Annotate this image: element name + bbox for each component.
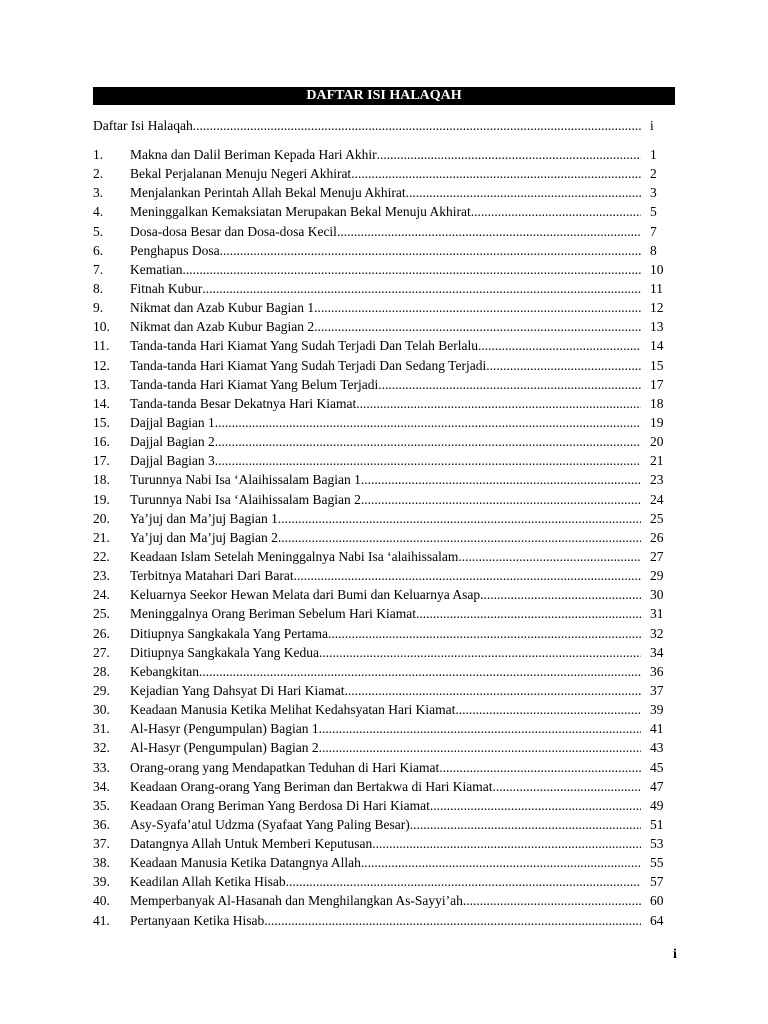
toc-entry-body [130,145,641,164]
dot-leader [286,872,641,891]
toc-entry-title: Ditiupnya Sangkakala Yang Kedua [130,644,319,660]
toc-entry-number: 19. [93,491,110,507]
dot-leader [455,700,641,719]
toc-entry-title: Penghapus Dosa [130,242,220,258]
toc-entry-body [130,298,641,317]
toc-entry-body [130,222,641,241]
toc-entry-page: 7 [650,223,657,239]
toc-entry-title: Meninggalkan Kemaksiatan Merupakan Bekal Menuju Akhirat [130,204,471,220]
dot-leader [337,222,641,241]
dot-leader [439,758,641,777]
toc-entry-page: 31 [650,606,664,622]
toc-entry-number: 28. [93,663,110,679]
toc-entry-number: 30. [93,702,110,718]
toc-entry-body [130,375,641,394]
dot-leader [361,490,641,509]
toc-entry[interactable] [93,470,675,489]
toc-entry-body [130,279,641,298]
toc-entry-number: 31. [93,721,110,737]
page-title: DAFTAR ISI HALAQAH [93,87,675,105]
toc-entry-number: 41. [93,912,110,928]
toc-entry-title: Tanda-tanda Hari Kiamat Yang Sudah Terjadi Dan Telah Berlalu [130,338,478,354]
toc-entry-body [130,662,641,681]
toc-entry-number: 12. [93,357,110,373]
toc-entry-body [130,758,641,777]
toc-entry[interactable] [93,624,675,643]
toc-entry-body [130,643,641,662]
toc-entry[interactable] [93,815,675,834]
toc-entry-number: 33. [93,759,110,775]
toc-entry-number: 18. [93,472,110,488]
dot-leader [471,202,641,221]
toc-entry[interactable] [93,432,675,451]
toc-entry-title: Meninggalnya Orang Beriman Sebelum Hari Kiamat [130,606,417,622]
dot-leader [493,777,641,796]
toc-entry-number: 39. [93,874,110,890]
toc-entry-title: Keadilan Allah Ketika Hisab [130,874,286,890]
toc-entry-title: Kebangkitan [130,663,199,679]
toc-entry-title: Nikmat dan Azab Kubur Bagian 1 [130,300,315,316]
dot-leader [377,145,641,164]
toc-entry-number: 36. [93,816,110,832]
dot-leader [361,853,641,872]
dot-leader [463,891,641,910]
toc-entry-number: 16. [93,434,110,450]
toc-entry-number: 40. [93,893,110,909]
toc-entry-body [130,432,641,451]
toc-entry[interactable] [93,643,675,662]
page-number: i [673,947,677,962]
toc-entry-page: 18 [650,395,664,411]
dot-leader [314,298,641,317]
toc-entry-title: Dajjal Bagian 2 [130,434,215,450]
toc-entry-title: Turunnya Nabi Isa ‘Alaihissalam Bagian 1 [130,472,361,488]
toc-header-page: i [650,118,654,133]
toc-entry-number: 13. [93,376,110,392]
toc-entry[interactable] [93,222,675,241]
toc-entry-page: 21 [650,453,664,469]
toc-entry-number: 10. [93,319,110,335]
toc-entry-title: Nikmat dan Azab Kubur Bagian 2 [130,319,315,335]
toc-entry-number: 3. [93,185,104,201]
toc-entry-page: 5 [650,204,657,220]
toc-entry-body [130,719,641,738]
toc-entry-page: 51 [650,816,664,832]
toc-entry-body [130,241,641,260]
toc-entry-body [130,585,641,604]
toc-entry[interactable] [93,183,675,202]
toc-entry-title: Keadaan Manusia Ketika Datangnya Allah [130,855,361,871]
toc-entry[interactable] [93,298,675,317]
toc-entry-number: 25. [93,606,110,622]
dot-leader [344,681,641,700]
toc-entry-page: 11 [650,280,663,296]
toc-entry-body [130,566,641,585]
toc-entry-page: 60 [650,893,664,909]
toc-entry[interactable] [93,260,675,279]
toc-entry-number: 5. [93,223,104,239]
toc-entry-number: 22. [93,548,110,564]
dot-leader [378,375,641,394]
toc-entry-title: Tanda-tanda Besar Dekatnya Hari Kiamat [130,395,357,411]
dot-leader [328,624,641,643]
toc-entry-number: 26. [93,625,110,641]
toc-entry[interactable] [93,662,675,681]
toc-entry-title: Menjalankan Perintah Allah Bekal Menuju Akhirat [130,185,406,201]
toc-entry-body [130,796,641,815]
toc-entry-page: 57 [650,874,664,890]
dot-leader [319,719,641,738]
toc-entry[interactable] [93,241,675,260]
toc-entry-body [130,260,641,279]
toc-entry-number: 6. [93,242,104,258]
dot-leader [486,356,641,375]
toc-entry-page: 55 [650,855,664,871]
dot-leader [264,911,641,930]
toc-entry-body [130,356,641,375]
dot-leader [480,585,641,604]
toc-entry[interactable] [93,547,675,566]
toc-entry[interactable] [93,336,675,355]
toc-entry-page: 8 [650,242,657,258]
dot-leader [430,796,641,815]
dot-leader [478,336,641,355]
toc-header-label: Daftar Isi Halaqah [93,118,193,133]
toc-entry[interactable] [93,413,675,432]
toc-entry-page: 45 [650,759,664,775]
dot-leader [215,432,641,451]
toc-entry-body [130,528,641,547]
toc-entry-page: 32 [650,625,664,641]
toc-entry-body [130,547,641,566]
toc-entry-title: Datangnya Allah Untuk Memberi Keputusan [130,836,373,852]
toc-entry-page: 49 [650,797,664,813]
toc-entry[interactable] [93,279,675,298]
toc-entry-body [130,777,641,796]
dot-leader [410,815,641,834]
toc-entry-page: 24 [650,491,664,507]
toc-entry-number: 29. [93,682,110,698]
toc-entry-page: 14 [650,338,664,354]
toc-entry-body [130,681,641,700]
toc-entry-body [130,490,641,509]
toc-entry-body [130,394,641,413]
toc-entry-page: 26 [650,529,664,545]
toc-entry-title: Al-Hasyr (Pengumpulan) Bagian 2 [130,740,319,756]
toc-entry-title: Ya’juj dan Ma’juj Bagian 2 [130,529,278,545]
toc-entry-page: 29 [650,568,664,584]
dot-leader [416,604,641,623]
toc-entry-number: 7. [93,261,104,277]
toc-entry-title: Tanda-tanda Hari Kiamat Yang Belum Terjadi [130,376,379,392]
toc-entry[interactable] [93,700,675,719]
toc-entry[interactable] [93,490,675,509]
toc-entry-page: 17 [650,376,664,392]
toc-entry-number: 23. [93,568,110,584]
toc-entry-body [130,451,641,470]
dot-leader [215,451,641,470]
toc-entry[interactable] [93,585,675,604]
toc-entry[interactable] [93,891,675,910]
toc-entry-body [130,700,641,719]
toc-entry-title: Turunnya Nabi Isa ‘Alaihissalam Bagian 2 [130,491,361,507]
toc-entry-title: Ya’juj dan Ma’juj Bagian 1 [130,510,278,526]
toc-entry[interactable] [93,604,675,623]
toc-entry-title: Orang-orang yang Mendapatkan Teduhan di Hari Kiamat [130,759,440,775]
toc-entry-title: Dajjal Bagian 3 [130,453,215,469]
dot-leader [199,662,641,681]
toc-entry[interactable] [93,528,675,547]
toc-entry-title: Keadaan Orang Beriman Yang Berdosa Di Hari Kiamat [130,797,430,813]
toc-entry[interactable] [93,719,675,738]
toc-entry-page: 25 [650,510,664,526]
dot-leader [319,643,641,662]
toc-entry-page: 15 [650,357,664,373]
toc-entry-number: 14. [93,395,110,411]
toc-entry-body [130,624,641,643]
toc-entry[interactable] [93,202,675,221]
toc-entry-body [130,509,641,528]
dot-leader [193,116,641,135]
toc-entry-page: 30 [650,587,664,603]
dot-leader [351,164,641,183]
toc-entry-number: 11. [93,338,110,354]
toc-entry-number: 15. [93,414,110,430]
toc-entry-page: 1 [650,147,657,162]
toc-entry-title: Kematian [130,261,183,277]
toc-entry[interactable] [93,796,675,815]
toc-entry-page: 43 [650,740,664,756]
toc-entry-body [130,336,641,355]
toc-entry-number: 4. [93,204,104,220]
toc-entry-body [130,470,641,489]
toc-entry-title: Keadaan Manusia Ketika Melihat Kedahsyatan Hari Kiamat [130,702,456,718]
dot-leader [202,279,641,298]
toc-entry[interactable] [93,375,675,394]
toc-entry-title: Fitnah Kubur [130,280,203,296]
toc-entry-page: 2 [650,166,657,182]
toc-entry-title: Keadaan Islam Setelah Meninggalnya Nabi Isa ‘alaihissalam [130,548,459,564]
toc-entry-page: 27 [650,548,664,564]
dot-leader [182,260,641,279]
toc-entry-number: 24. [93,587,110,603]
toc-entry-title: Keadaan Orang-orang Yang Beriman dan Bertakwa di Hari Kiamat [130,778,493,794]
toc-entry-body [130,911,641,930]
dot-leader [314,317,641,336]
toc-entry[interactable] [93,509,675,528]
toc-entry-title: Kejadian Yang Dahsyat Di Hari Kiamat [130,682,345,698]
toc-entry-title: Bekal Perjalanan Menuju Negeri Akhirat [130,166,352,182]
toc-entry-page: 12 [650,300,664,316]
toc-entry-page: 23 [650,472,664,488]
toc-entry-page: 53 [650,836,664,852]
toc-entry-body [130,317,641,336]
dot-leader [458,547,641,566]
toc-entry-title: Pertanyaan Ketika Hisab [130,912,265,928]
toc-entry-number: 37. [93,836,110,852]
toc-entry-body [130,815,641,834]
toc-entry-number: 20. [93,510,110,526]
toc-entry-page: 34 [650,644,664,660]
toc-entry-page: 3 [650,185,657,201]
toc-entry-body [130,164,641,183]
toc-entry-page: 10 [650,261,664,277]
toc-entry-page: 20 [650,434,664,450]
toc-entry-number: 32. [93,740,110,756]
toc-entry[interactable] [93,164,675,183]
toc-entry-title: Dosa-dosa Besar dan Dosa-dosa Kecil [130,223,337,239]
toc-entry-body [130,834,641,853]
dot-leader [278,509,641,528]
toc-entry-number: 17. [93,453,110,469]
dot-leader [319,738,641,757]
toc-entry-page: 64 [650,912,664,928]
toc-entry-number: 35. [93,797,110,813]
toc-entry[interactable] [93,834,675,853]
toc-entry-title: Ditiupnya Sangkakala Yang Pertama [130,625,328,641]
dot-leader [356,394,641,413]
toc-entry[interactable] [93,681,675,700]
toc-entry-title: Terbitnya Matahari Dari Barat [130,568,294,584]
toc-entry-page: 13 [650,319,664,335]
toc-entry-body [130,183,641,202]
dot-leader [278,528,641,547]
toc-entry[interactable] [93,853,675,872]
toc-entry-body [130,872,641,891]
toc-entry[interactable] [93,145,675,164]
toc-entry-page: 47 [650,778,664,794]
toc-entry-title: Memperbanyak Al-Hasanah dan Menghilangkan As-Sayyi’ah [130,893,463,909]
toc-entry-number: 2. [93,166,104,182]
toc-entry[interactable] [93,777,675,796]
dot-leader [215,413,641,432]
toc-entry-number: 38. [93,855,110,871]
toc-entry-number: 21. [93,529,110,545]
toc-list [93,145,675,930]
toc-header-row[interactable] [93,116,675,135]
toc-entry-title: Asy-Syafa’atul Udzma (Syafaat Yang Paling Besar) [130,816,410,832]
toc-entry-body [130,891,641,910]
toc-entry-number: 8. [93,280,104,296]
toc-entry-page: 41 [650,721,664,737]
toc-entry-title: Makna dan Dalil Beriman Kepada Hari Akhir [130,147,377,162]
dot-leader [372,834,641,853]
dot-leader [361,470,641,489]
toc-entry[interactable] [93,394,675,413]
toc-entry-title: Keluarnya Seekor Hewan Melata dari Bumi dan Keluarnya Asap [130,587,481,603]
dot-leader [406,183,641,202]
toc-entry-body [130,738,641,757]
toc-entry[interactable] [93,566,675,585]
toc-entry-number: 34. [93,778,110,794]
toc-entry[interactable] [93,451,675,470]
toc-entry-title: Al-Hasyr (Pengumpulan) Bagian 1 [130,721,319,737]
toc-header-entry [93,116,641,135]
toc-entry-body [130,853,641,872]
toc-entry-number: 1. [93,147,104,162]
toc-entry-number: 27. [93,644,110,660]
dot-leader [220,241,641,260]
toc-entry[interactable] [93,738,675,757]
toc-entry[interactable] [93,872,675,891]
toc-entry-body [130,604,641,623]
toc-entry-body [130,202,641,221]
toc-entry-page: 19 [650,414,664,430]
toc-entry-page: 36 [650,663,664,679]
toc-entry-body [130,413,641,432]
dot-leader [294,566,641,585]
toc-entry-title: Tanda-tanda Hari Kiamat Yang Sudah Terjadi Dan Sedang Terjadi [130,357,487,373]
toc-entry[interactable] [93,911,675,930]
toc-entry-title: Dajjal Bagian 1 [130,414,215,430]
toc-entry[interactable] [93,356,675,375]
toc-entry[interactable] [93,317,675,336]
toc-entry-page: 39 [650,702,664,718]
toc-entry[interactable] [93,758,675,777]
toc-entry-number: 9. [93,300,104,316]
toc-entry-page: 37 [650,682,664,698]
